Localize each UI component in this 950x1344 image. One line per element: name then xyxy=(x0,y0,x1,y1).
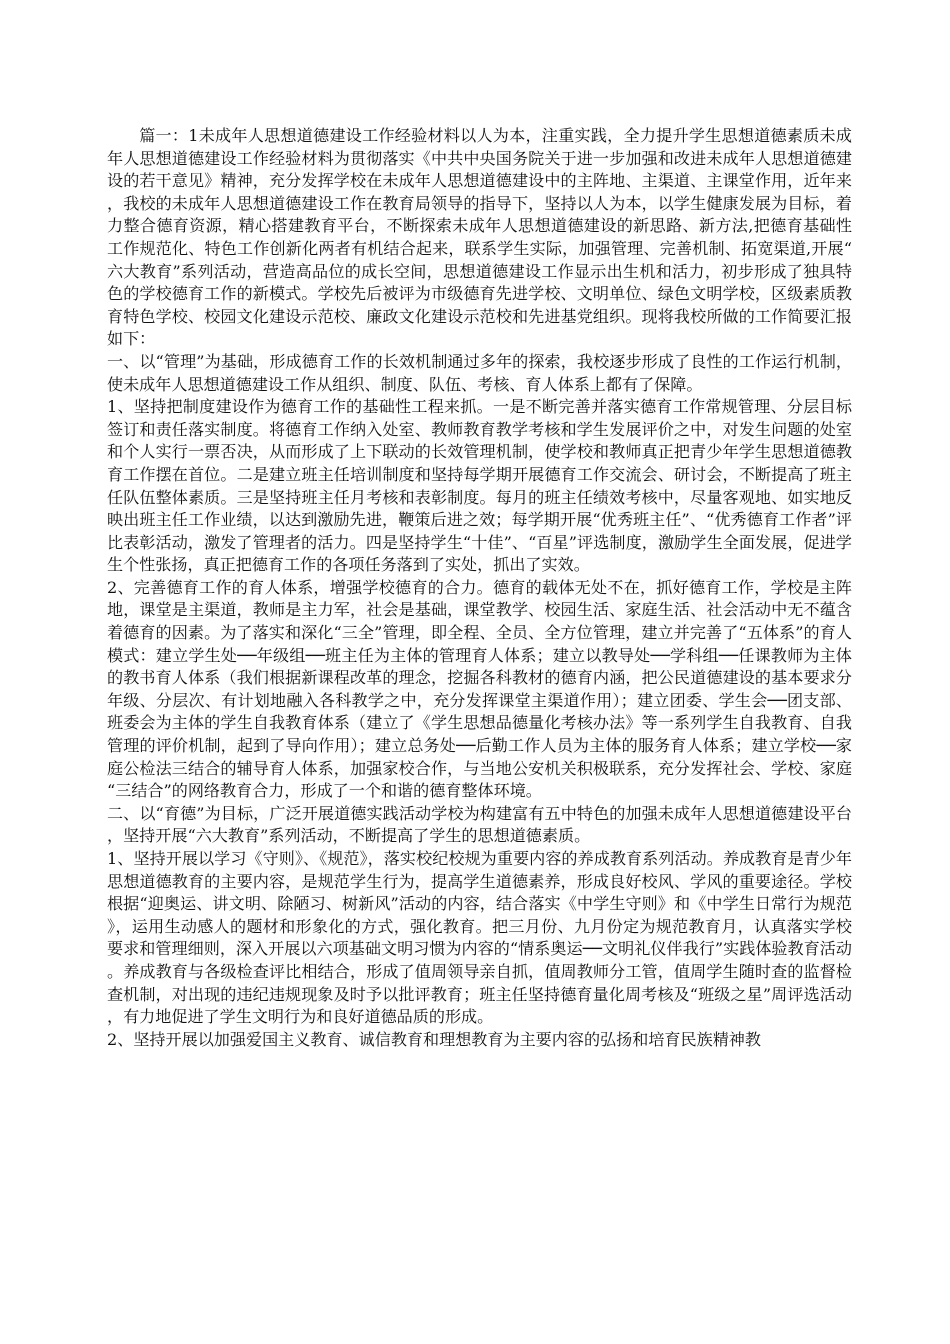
paragraph-section-2-item-2: 2、坚持开展以加强爱国主义教育、诚信教育和理想教育为主要内容的弘扬和培育民族精神教 xyxy=(107,1029,761,1049)
paragraph-intro: 篇一：1未成年人思想道德建设工作经验材料以人为本，注重实践，全力提升学生思想道德素质未成年人思想道德建设工作经验材料为贯彻落实《中共中央国务院关于进一步加强和改进未成年人思想道德建设的若干意见》精神，充分发挥学校在未成年人思想道德建设中的主阵地、主渠道、主课堂作用，近年来，我校的未成年人思想道德建设工作在教育局领导的指导下，坚持以人为本，以学生健康发展为目标，着力整合德育资源，精心搭建教育平台，不断探索未成年人思想道德建设的新思路、新方法,把德育基础性工作规范化、特色工作创新化两者有机结合起来，联系学生实际，加强管理、完善机制、拓宽渠道,开展“六大教育”系列活动，营造高品位的成长空间，思想道德建设工作显示出生机和活力，初步形成了独具特色的学校德育工作的新模式。学校先后被评为市级德育先进学校、文明单位、绿色文明学校，区级素质教育特色学校、校园文化建设示范校、廉政文化建设示范校和先进基党组织。现将我校所做的工作简要汇报如下： xyxy=(107,126,852,349)
paragraph-section-1-heading: 一、以“管理”为基础，形成德育工作的长效机制通过多年的探索，我校逐步形成了良性的工作运行机制，使未成年人思想道德建设工作从组织、制度、队伍、考核、育人体系上都有了保障。 xyxy=(107,351,852,394)
paragraph-section-2-heading: 二、以“育德”为目标，广泛开展道德实践活动学校为构建富有五中特色的加强未成年人思想道德建设平台，坚持开展“六大教育”系列活动，不断提高了学生的思想道德素质。 xyxy=(107,803,852,846)
paragraph-section-1-item-1: 1、坚持把制度建设作为德育工作的基础性工程来抓。一是不断完善并落实德育工作常规管理、分层目标签订和责任落实制度。将德育工作纳入处室、教师教育教学考核和学生发展评价之中，对发生问题的处室和个人实行一票否决，从而形成了上下联动的长效管理机制，使学校和教师真正把青少年学生思想道德教育工作摆在首位。二是建立班主任培训制度和坚持每学期开展德育工作交流会、研讨会，不断提高了班主任队伍整体素质。三是坚持班主任月考核和表彰制度。每月的班主任绩效考核中，尽量客观地、如实地反映出班主任工作业绩，以达到激励先进，鞭策后进之效；每学期开展“优秀班主任”、“优秀德育工作者”评比表彰活动，激发了管理者的活力。四是坚持学生“十佳”、“百星”评选制度，激励学生全面发展，促进学生个性张扬，真正把德育工作的各项任务落到了实处，抓出了实效。 xyxy=(107,397,852,575)
document-page xyxy=(107,125,852,1051)
paragraph-section-2-item-1: 1、坚持开展以学习《守则》、《规范》，落实校纪校规为重要内容的养成教育系列活动。养成教育是青少年思想道德教育的主要内容，是规范学生行为，提高学生道德素养，形成良好校风、学风的重要途径。学校根据“迎奥运、讲文明、除陋习、树新风”活动的内容，结合落实《中学生守则》和《中学生日常行为规范》，运用生动感人的题材和形象化的方式，强化教育。把三月份、九月份定为规范教育月，认真落实学校要求和管理细则，深入开展以六项基础文明习惯为内容的“情系奥运──文明礼仪伴我行”实践体验教育活动。养成教育与各级检查评比相结合，形成了值周领导亲自抓，值周教师分工管，值周学生随时查的监督检查机制，对出现的违纪违规现象及时予以批评教育；班主任坚持德育量化周考核及“班级之星”周评选活动，有力地促进了学生文明行为和良好道德品质的形成。 xyxy=(107,849,852,1027)
paragraph-section-1-item-2: 2、完善德育工作的育人体系，增强学校德育的合力。德育的载体无处不在，抓好德育工作，学校是主阵地，课堂是主渠道，教师是主力军，社会是基础，课堂教学、校园生活、家庭生活、社会活动中无不蕴含着德育的因素。为了落实和深化“三全”管理，即全程、全员、全方位管理，建立并完善了“五体系”的育人模式：建立学生处──年级组──班主任为主体的管理育人体系；建立以教导处──学科组──任课教师为主体的教书育人体系（我们根据新课程改革的理念，挖掘各科教材的德育内涵，把公民道德建设的基本要求分年级、分层次、有计划地融入各科教学之中，充分发挥课堂主渠道作用）；建立团委、学生会──团支部、班委会为主体的学生自我教育体系（建立了《学生思想品德量化考核办法》等一系列学生自我教育、自我管理的评价机制，起到了导向作用）；建立总务处──后勤工作人员为主体的服务育人体系；建立学校──家庭公检法三结合的辅导育人体系，加强家校合作，与当地公安机关积极联系，充分发挥社会、学校、家庭“三结合”的网络教育合力，形成了一个和谐的德育整体环境。 xyxy=(107,577,852,801)
